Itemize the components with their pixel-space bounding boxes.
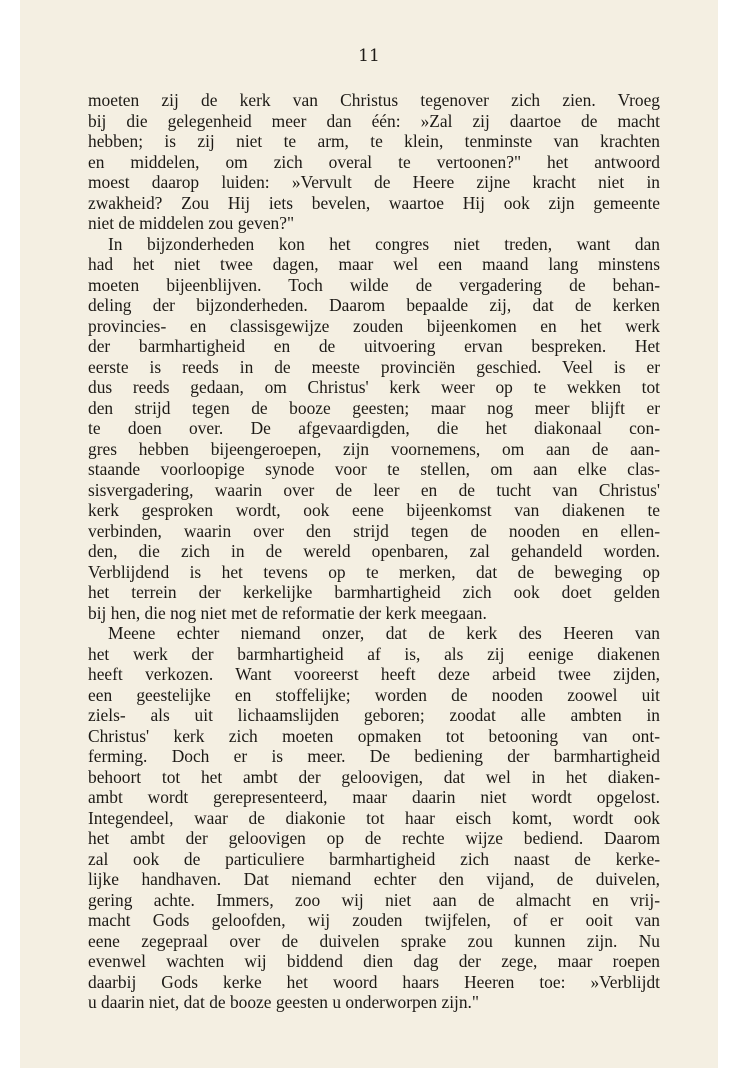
text-line: hebben; is zij niet te arm, te klein, tenminste van krachten [88,131,660,151]
text-line: ambt wordt gerepresenteerd, maar daarin niet wordt opgelost. [88,787,660,807]
text-line: gres hebben bijeengeroepen, zijn voornemens, om aan de aan- [88,438,660,459]
text-line: gering achte. Immers, zoo wij niet aan de almacht en vrij- [88,889,660,910]
body-text [88,90,660,1013]
text-line: eerste is reeds in de meeste provinciën geschied. Veel is er [88,356,660,377]
text-line: had het niet twee dagen, maar wel een maand lang minstens [88,254,660,274]
text-line: bij die gelegenheid meer dan één: »Zal zij daartoe de macht [88,110,660,131]
text-line: moest daarop luiden: »Vervult de Heere zijne kracht niet in [88,172,660,192]
scanned-page [20,0,718,1068]
text-line: het werk der barmhartigheid af is, als zij eenige diakenen [88,643,660,664]
text-line: verbinden, waarin over den strijd tegen de nooden en ellen- [88,520,660,541]
text-line: een geestelijke en stoffelijke; worden de nooden zoowel uit [88,684,660,705]
text-line: den strijd tegen de booze geesten; maar nog meer blijft er [88,397,660,418]
text-line: macht Gods geloofden, wij zouden twijfelen, of er ooit van [88,910,660,930]
text-line: zwakheid? Zou Hij iets bevelen, waartoe Hij ook zijn gemeente [88,192,660,213]
text-line: kerk gesproken wordt, ook eene bijeenkomst van diakenen te [88,500,660,520]
text-line: u daarin niet, dat de booze geesten u onderworpen zijn." [88,992,480,1012]
text-line: daarbij Gods kerke het woord haars Heeren toe: »Verblijdt [88,971,660,992]
text-line: provincies- en classisgewijze zouden bijeenkomen en het werk [88,315,660,336]
text-line: ziels- als uit lichaamslijden geboren; zoodat alle ambten in [88,705,660,725]
text-line: het ambt der geloovigen op de rechte wijze bediend. Daarom [88,828,660,848]
text-line: In bijzonderheden kon het congres niet treden, want dan [108,233,660,254]
text-line: Meene echter niemand onzer, dat de kerk des Heeren van [108,623,660,643]
text-line: te doen over. De afgevaardigden, die het diakonaal con- [88,418,660,438]
text-line: heeft verkozen. Want vooreerst heeft deze arbeid twee zijden, [88,664,660,684]
text-line: deling der bijzonderheden. Daarom bepaalde zij, dat de kerken [88,295,660,315]
text-line: moeten bijeenblijven. Toch wilde de vergadering de behan- [88,274,660,295]
text-line: zal ook de particuliere barmhartigheid zich naast de kerke- [88,848,660,869]
text-line: eene zegepraal over de duivelen sprake zou kunnen zijn. Nu [88,930,660,951]
text-line: Christus' kerk zich moeten opmaken tot betooning van ont- [88,725,660,746]
text-line: lijke handhaven. Dat niemand echter den vijand, de duivelen, [88,869,660,889]
text-line: en middelen, om zich overal te vertoonen?" het antwoord [88,151,660,172]
text-line: behoort tot het ambt der geloovigen, dat wel in het diaken- [88,766,660,787]
text-line: staande voorloopige synode voor te stellen, om aan elke clas- [88,459,660,479]
page-number: 11 [358,46,380,66]
text-line: bij hen, die nog niet met de reformatie der kerk meegaan. [88,602,487,623]
text-line: het terrein der kerkelijke barmhartigheid zich ook doet gelden [88,582,660,602]
text-line: dus reeds gedaan, om Christus' kerk weer op te wekken tot [88,377,660,397]
text-line: evenwel wachten wij biddend dien dag der zege, maar roepen [88,951,660,971]
text-line: Verblijdend is het tevens op te merken, dat de beweging op [88,561,660,582]
text-line: Integendeel, waar de diakonie tot haar eisch komt, wordt ook [88,807,660,828]
text-line: ferming. Doch er is meer. De bediening der barmhartigheid [88,746,660,766]
text-line: niet de middelen zou geven?" [88,213,295,233]
text-line: den, die zich in de wereld openbaren, zal gehandeld worden. [88,541,660,561]
text-line: sisvergadering, waarin over de leer en de tucht van Christus' [88,479,660,500]
text-line: moeten zij de kerk van Christus tegenover zich zien. Vroeg [88,90,660,110]
text-line: der barmhartigheid en de uitvoering ervan bespreken. Het [88,336,660,356]
